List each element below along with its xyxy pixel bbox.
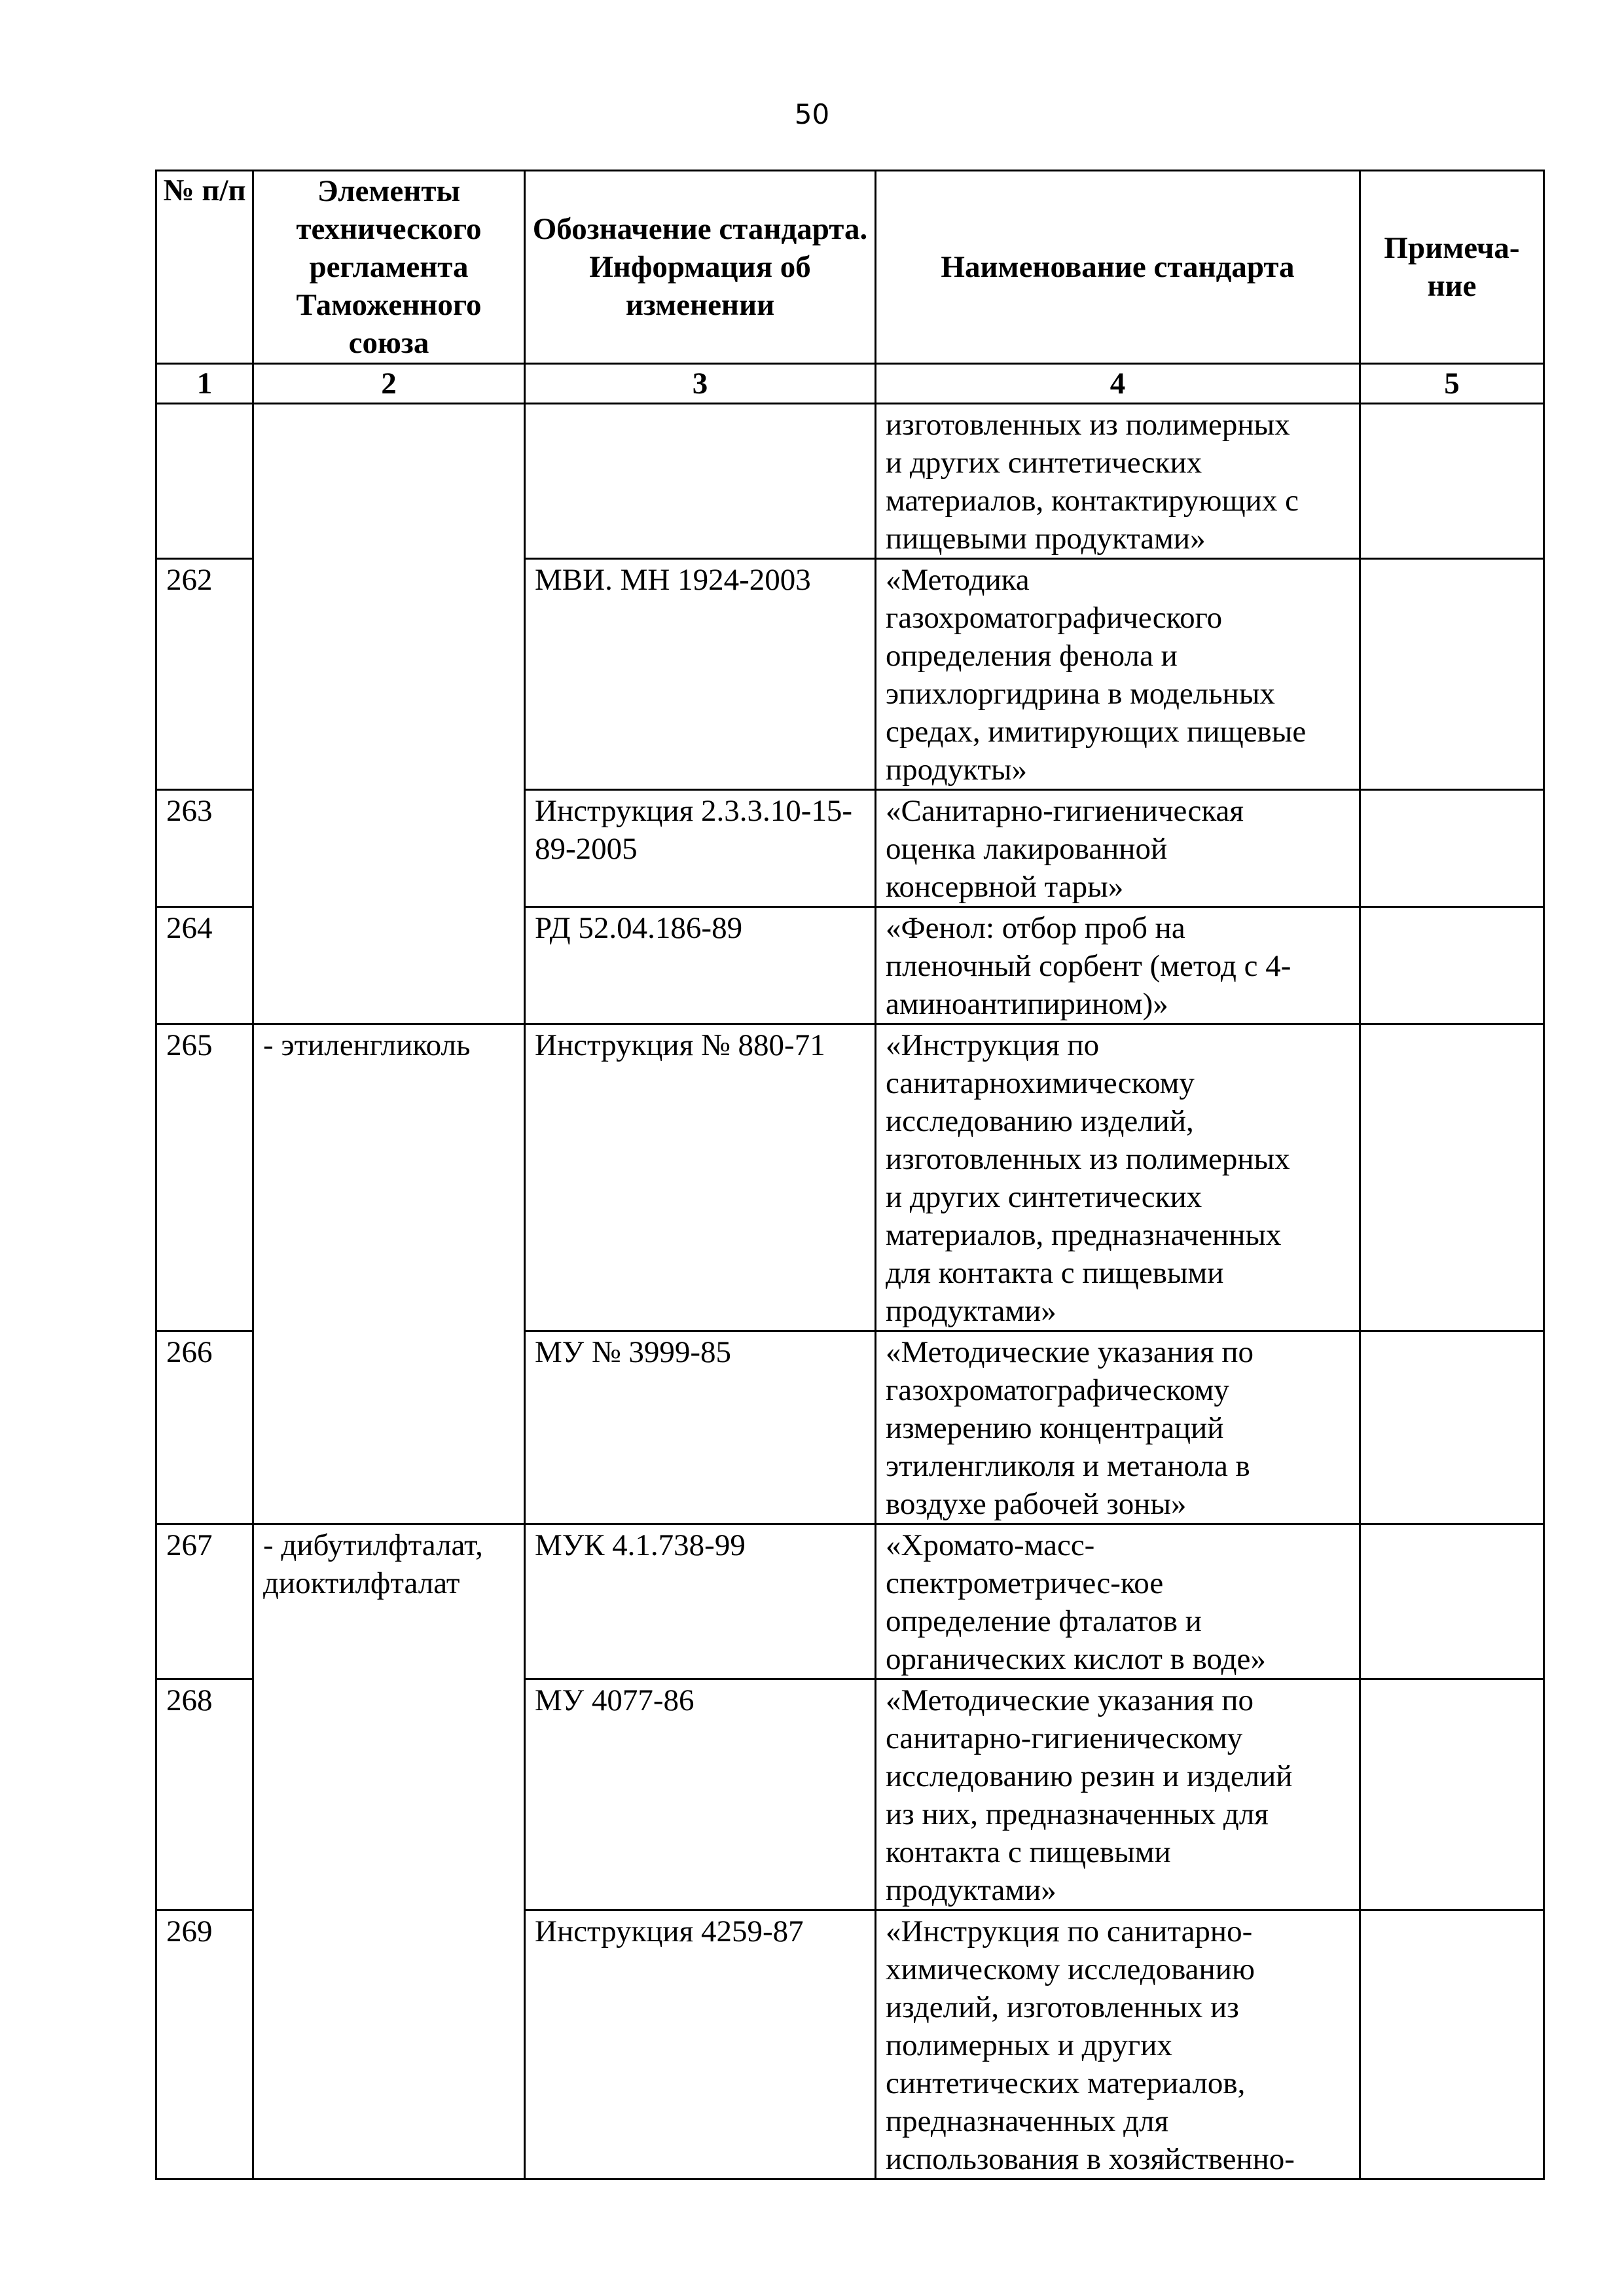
table-row [156,907,1544,1024]
table-row [156,790,1544,907]
row-title: «Методические указания по газохроматографическому измерению концентраций этиленгликоля и метанола в воздухе рабочей зоны» [876,1331,1360,1524]
column-numbers-row [156,364,1544,404]
row-note [1360,790,1544,907]
row-title: «Методические указания по санитарно-гигиеническому исследованию резин и изделий из них, предназначенных для контакта с пищевыми продуктами» [876,1679,1360,1910]
header-note: Примеча-ние [1360,171,1544,364]
row-title: «Методика газохроматографического определения фенола и эпихлоргидрина в модельных средах, имитирующих пищевые продукты» [876,559,1360,790]
row-title: «Хромато-масс- спектрометричес-кое определение фталатов и органических кислот в воде» [876,1524,1360,1679]
header-standard-title: Наименование стандарта [876,171,1360,364]
row-title: «Инструкция по санитарно- химическому исследованию изделий, изготовленных из полимерных и других синтетических материалов, предназначенных для использования в хозяйственно- [876,1910,1360,2179]
header-number: № п/п [156,171,253,364]
row-number: 267 [156,1524,253,1679]
row-note [1360,1024,1544,1331]
header-row [156,171,1544,364]
row-note [1360,907,1544,1024]
row-title: «Санитарно-гигиеническая оценка лакированной консервной тары» [876,790,1360,907]
row-title: изготовленных из полимерных и других синтетических материалов, контактирующих с пищевыми продуктами» [876,404,1360,559]
row-title: «Фенол: отбор проб на пленочный сорбент (метод с 4- аминоантипирином)» [876,907,1360,1024]
table-row [156,1679,1544,1910]
row-number: 264 [156,907,253,1024]
row-number [156,404,253,559]
row-note [1360,1331,1544,1524]
row-element: - этиленгликоль [253,1024,525,1331]
row-element: - дибутилфталат, диоктилфталат [253,1524,525,1679]
row-number: 269 [156,1910,253,2179]
row-code: МУК 4.1.738-99 [525,1524,876,1679]
row-code: МУ 4077-86 [525,1679,876,1910]
row-element [253,907,525,1024]
row-code: РД 52.04.186-89 [525,907,876,1024]
table-row [156,1024,1544,1331]
column-number: 1 [156,364,253,404]
row-note [1360,404,1544,559]
table-row [156,1910,1544,2179]
row-element [253,1679,525,1910]
header-standard-code: Обозначение стандарта. Информация об изменении [525,171,876,364]
column-number: 4 [876,364,1360,404]
row-note [1360,1679,1544,1910]
row-number: 262 [156,559,253,790]
row-number: 268 [156,1679,253,1910]
row-code: Инструкция № 880-71 [525,1024,876,1331]
header-elements: Элементы технического регламента Таможенного союза [253,171,525,364]
row-number: 266 [156,1331,253,1524]
page-number: 50 [794,98,830,130]
row-code [525,404,876,559]
row-code: МВИ. МН 1924-2003 [525,559,876,790]
row-code: Инструкция 2.3.3.10-15-89-2005 [525,790,876,907]
row-note [1360,559,1544,790]
row-element [253,559,525,790]
row-number: 263 [156,790,253,907]
row-element [253,1331,525,1524]
column-number: 5 [1360,364,1544,404]
row-code: МУ № 3999-85 [525,1331,876,1524]
row-code: Инструкция 4259-87 [525,1910,876,2179]
row-note [1360,1524,1544,1679]
row-element [253,790,525,907]
row-element [253,1910,525,2179]
standards-table [155,170,1545,2180]
row-note [1360,1910,1544,2179]
table-row [156,559,1544,790]
column-number: 2 [253,364,525,404]
table-row [156,1524,1544,1679]
column-number: 3 [525,364,876,404]
row-element [253,404,525,559]
table-row [156,404,1544,559]
row-number: 265 [156,1024,253,1331]
table-row [156,1331,1544,1524]
row-title: «Инструкция по санитарнохимическому исследованию изделий, изготовленных из полимерных и других синтетических материалов, предназначенных для контакта с пищевыми продуктами» [876,1024,1360,1331]
